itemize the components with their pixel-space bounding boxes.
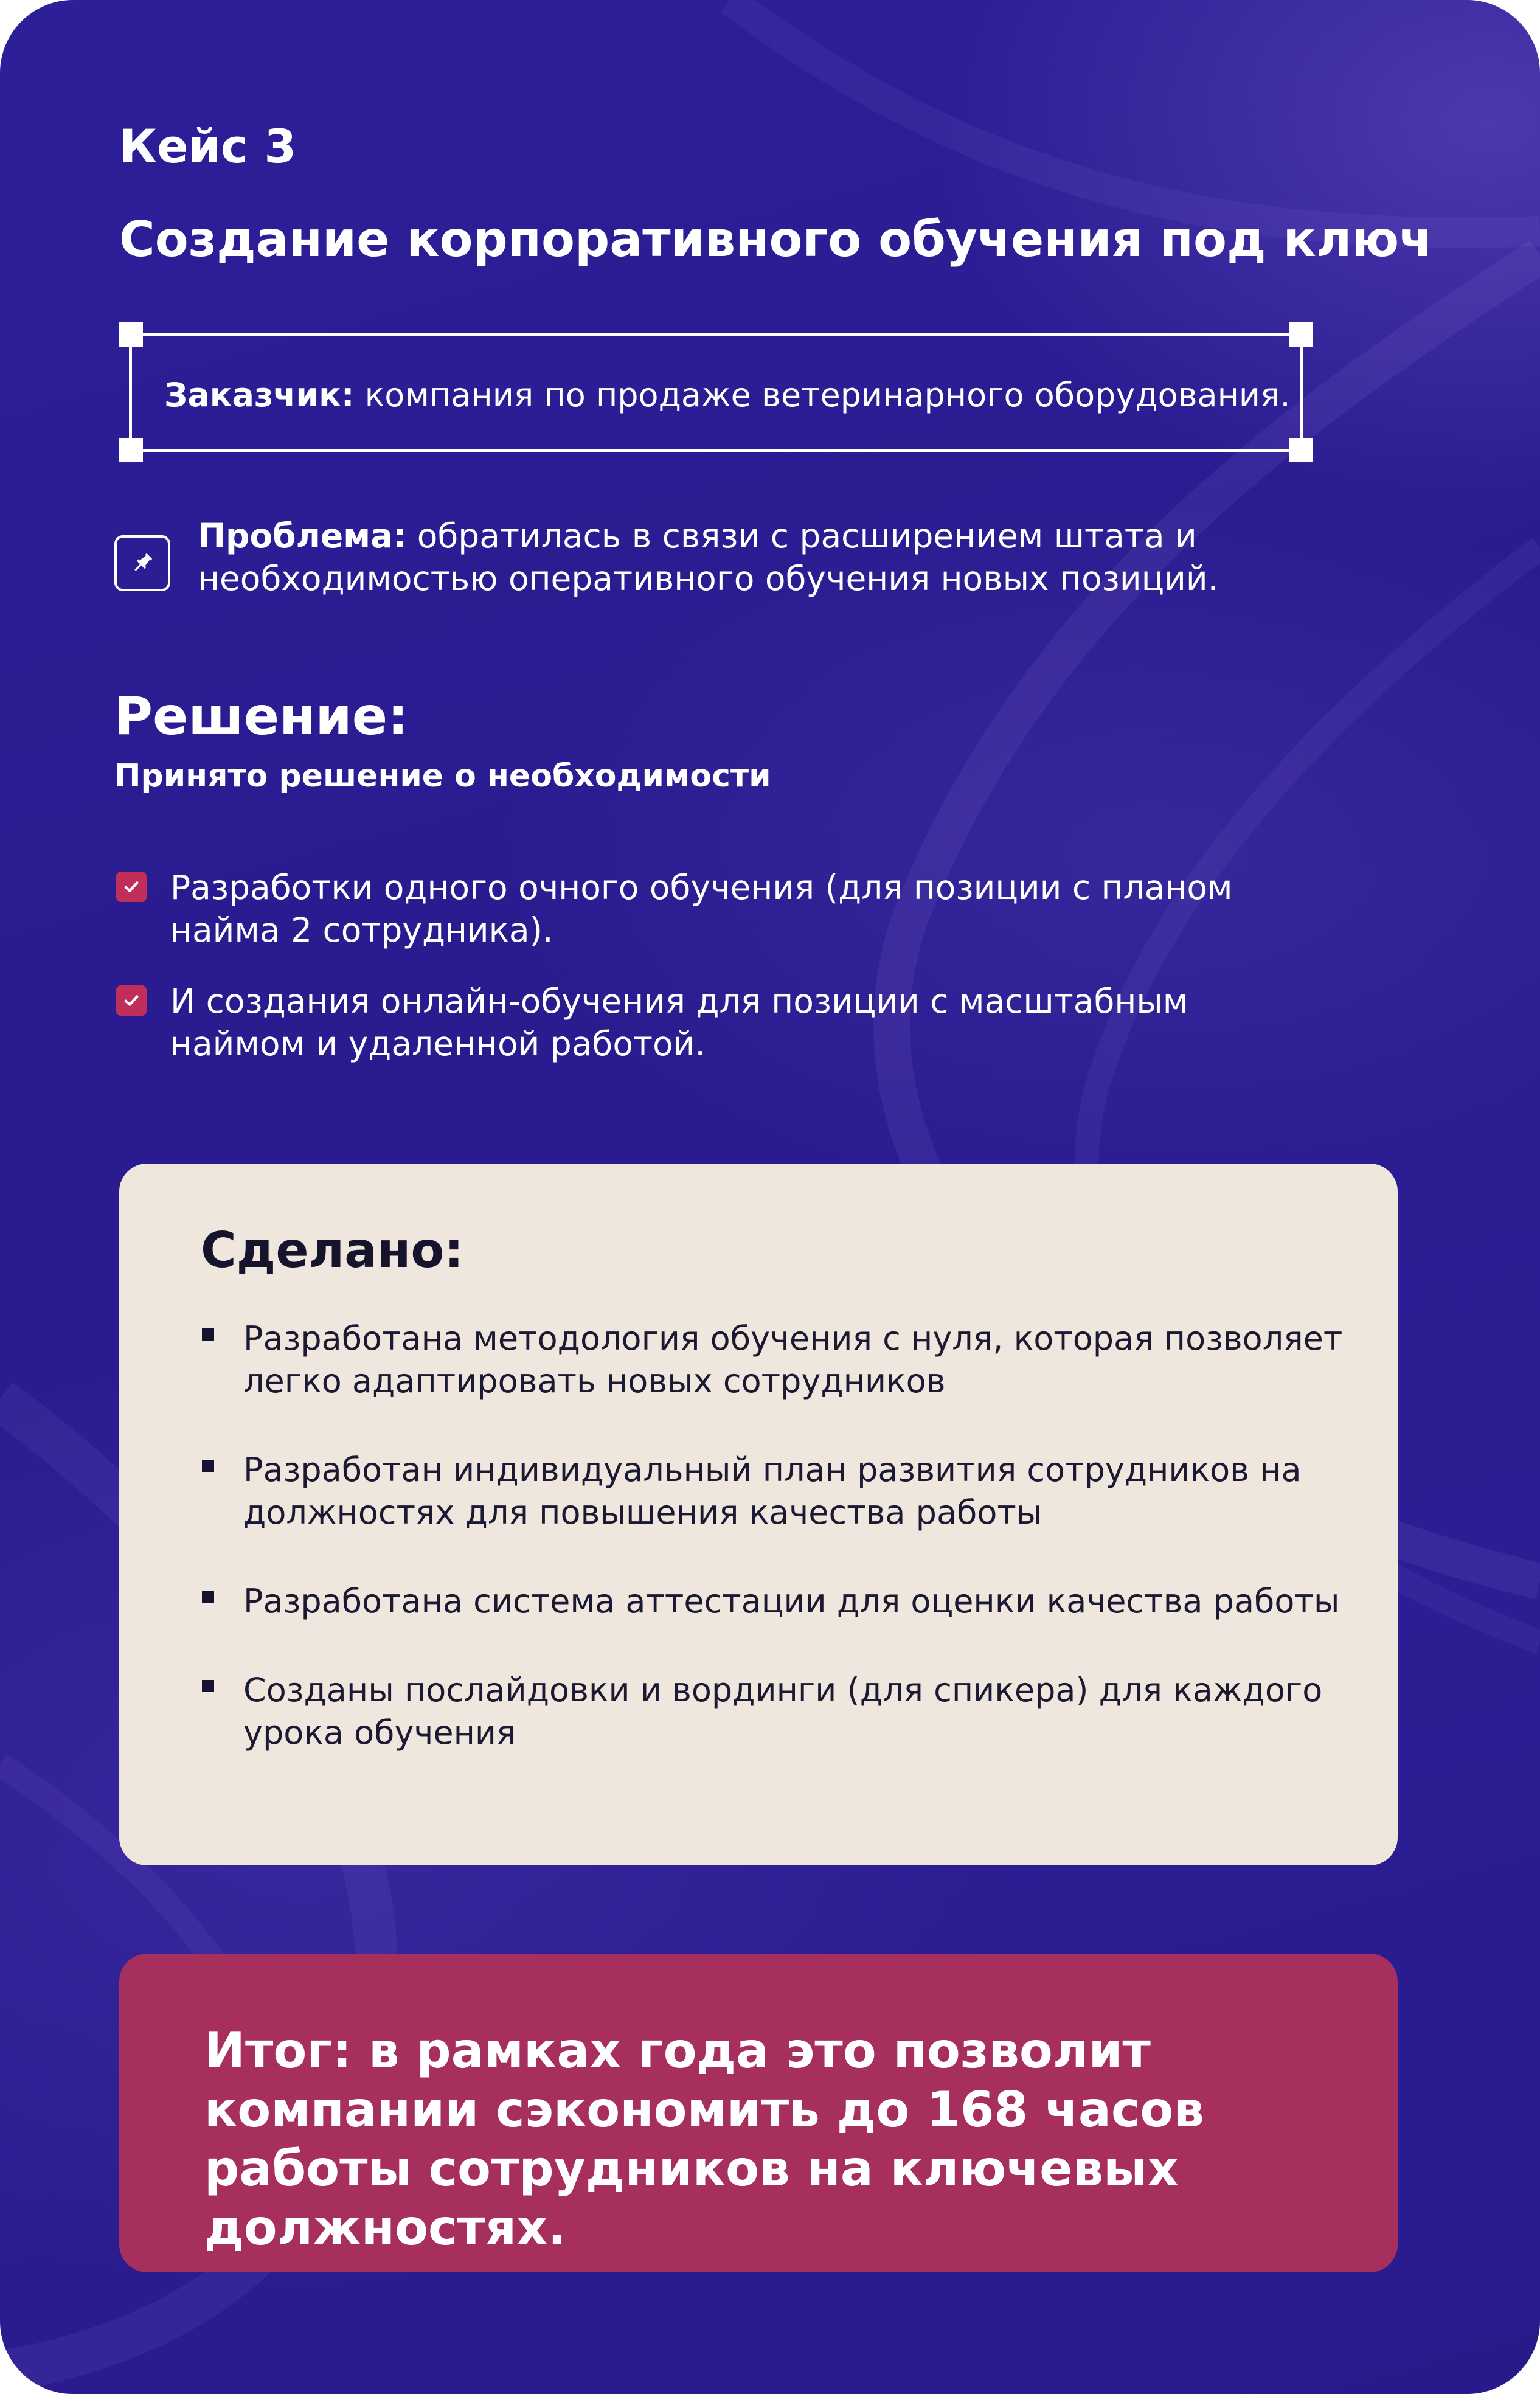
- bullet-icon: [202, 1680, 214, 1692]
- result-text: Итог: в рамках года это позволит компании сэкономить до 168 часов работы сотрудников на ключевых должностях.: [204, 2022, 1204, 2256]
- case-title: Создание корпоративного обучения под ключ: [119, 211, 1433, 268]
- client-text: [164, 374, 1291, 417]
- corner-handle: [119, 322, 143, 347]
- bullet-icon: [202, 1328, 214, 1341]
- done-item: Разработан индивидуальный план развития сотрудников на должностях для повышения качества работы: [243, 1451, 1302, 1532]
- problem-description: обратилась в связи с расширением штата и необходимостью оперативного обучения новых позиций.: [198, 516, 1219, 598]
- done-title: Сделано:: [201, 1222, 464, 1279]
- pin-icon: [114, 535, 170, 591]
- bullet-icon: [202, 1591, 214, 1603]
- problem-text: [198, 515, 1353, 600]
- problem-label: Проблема:: [198, 516, 407, 555]
- done-item: Разработана система аттестации для оценки качества работы: [243, 1582, 1340, 1620]
- solution-subtitle: Принято решение о необходимости: [114, 758, 771, 794]
- solution-item: И создания онлайн-обучения для позиции с масштабным наймом и удаленной работой.: [170, 982, 1188, 1063]
- corner-handle: [119, 438, 143, 462]
- done-item: Разработана методология обучения с нуля, которая позволяет легко адаптировать новых сотрудников: [243, 1319, 1343, 1400]
- checkbox-icon: [116, 872, 147, 902]
- corner-handle: [1289, 438, 1313, 462]
- solution-item: Разработки одного очного обучения (для позиции с планом найма 2 сотрудника).: [170, 868, 1233, 949]
- client-label: Заказчик:: [164, 376, 355, 414]
- checkbox-icon: [116, 985, 147, 1016]
- done-item: Созданы послайдовки и вординги (для спикера) для каждого урока обучения: [243, 1671, 1323, 1752]
- solution-title: Решение:: [114, 686, 409, 747]
- corner-handle: [1289, 322, 1313, 347]
- bullet-icon: [202, 1460, 214, 1472]
- case-label: Кейс 3: [119, 119, 297, 173]
- client-description: компания по продаже ветеринарного оборудования.: [354, 376, 1291, 414]
